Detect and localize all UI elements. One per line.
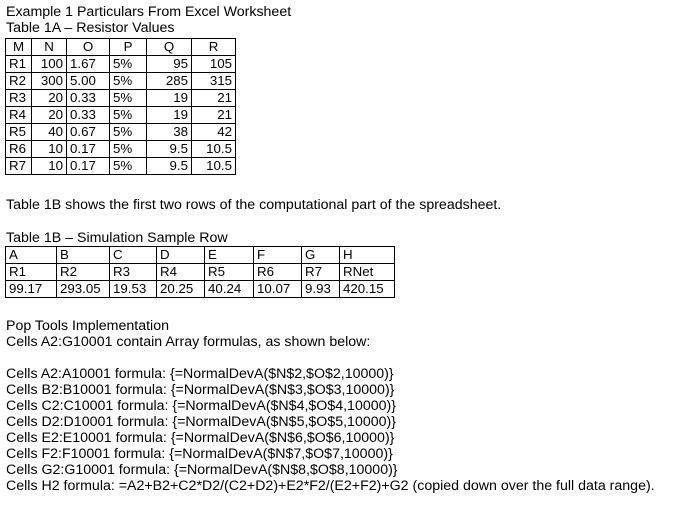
table-cell: 5% xyxy=(110,158,147,175)
column-header: B xyxy=(57,247,110,264)
document-heading: Example 1 Particulars From Excel Worksheet xyxy=(6,4,292,20)
table-cell: RNet xyxy=(340,264,395,281)
column-header: O xyxy=(67,39,110,56)
column-header: M xyxy=(6,39,32,56)
formula-line: Cells B2:B10001 formula: {=NormalDevA($N$3,$O$3,10000)} xyxy=(6,382,395,398)
table-row xyxy=(6,281,395,298)
table-cell: 10.5 xyxy=(192,158,236,175)
column-header: F xyxy=(254,247,302,264)
column-header: C xyxy=(110,247,157,264)
formula-line: Cells G2:G10001 formula: {=NormalDevA($N$8,$O$8,10000)} xyxy=(6,462,398,478)
table-cell: 40 xyxy=(32,124,67,141)
table-cell: 293.05 xyxy=(57,281,110,298)
column-header: P xyxy=(110,39,147,56)
table-cell: 19.53 xyxy=(110,281,157,298)
simulation-sample-table xyxy=(5,246,395,298)
table-cell: R3 xyxy=(6,90,32,107)
table-cell: 5% xyxy=(110,73,147,90)
table-cell: R6 xyxy=(254,264,302,281)
table-cell: 9.93 xyxy=(302,281,340,298)
table-cell: 0.33 xyxy=(67,90,110,107)
table-cell: 9.5 xyxy=(147,141,192,158)
table-cell: 5% xyxy=(110,141,147,158)
table-1b-caption: Table 1B – Simulation Sample Row xyxy=(6,230,228,246)
formula-line: Cells F2:F10001 formula: {=NormalDevA($N$7,$O$7,10000)} xyxy=(6,446,393,462)
table-cell: 19 xyxy=(147,90,192,107)
column-header: E xyxy=(205,247,254,264)
table-cell: 285 xyxy=(147,73,192,90)
table-cell: R7 xyxy=(6,158,32,175)
table-row xyxy=(6,264,395,281)
table-cell: 20 xyxy=(32,107,67,124)
table-row xyxy=(6,90,236,107)
table-cell: 9.5 xyxy=(147,158,192,175)
formula-line: Cells D2:D10001 formula: {=NormalDevA($N$5,$O$5,10000)} xyxy=(6,414,396,430)
table-row xyxy=(6,107,236,124)
table-cell: R4 xyxy=(157,264,205,281)
formula-line: Cells C2:C10001 formula: {=NormalDevA($N$4,$O$4,10000)} xyxy=(6,398,396,414)
table-cell: 10.5 xyxy=(192,141,236,158)
column-header: A xyxy=(6,247,57,264)
table-cell: 1.67 xyxy=(67,56,110,73)
table-cell: 5% xyxy=(110,90,147,107)
table-cell: 0.17 xyxy=(67,141,110,158)
table-cell: 42 xyxy=(192,124,236,141)
table-cell: R7 xyxy=(302,264,340,281)
table-cell: 99.17 xyxy=(6,281,57,298)
table-cell: 20.25 xyxy=(157,281,205,298)
table-cell: R5 xyxy=(6,124,32,141)
poptools-intro: Cells A2:G10001 contain Array formulas, as shown below: xyxy=(6,334,371,350)
table-cell: 10 xyxy=(32,141,67,158)
resistor-values-table xyxy=(5,38,236,175)
column-header: D xyxy=(157,247,205,264)
table-cell: R6 xyxy=(6,141,32,158)
table-cell: 0.33 xyxy=(67,107,110,124)
table-cell: R1 xyxy=(6,264,57,281)
table-row xyxy=(6,158,236,175)
table-cell: 21 xyxy=(192,90,236,107)
table-cell: 21 xyxy=(192,107,236,124)
table-cell: 40.24 xyxy=(205,281,254,298)
column-header: H xyxy=(340,247,395,264)
table-header-row xyxy=(6,39,236,56)
table-cell: 5.00 xyxy=(67,73,110,90)
table-row xyxy=(6,124,236,141)
table-cell: R3 xyxy=(110,264,157,281)
table-1b-intro: Table 1B shows the first two rows of the computational part of the spreadsheet. xyxy=(6,197,502,213)
table-cell: 38 xyxy=(147,124,192,141)
table-cell: 315 xyxy=(192,73,236,90)
table-cell: 19 xyxy=(147,107,192,124)
table-cell: 100 xyxy=(32,56,67,73)
table-1a-caption: Table 1A – Resistor Values xyxy=(6,20,175,36)
formula-line: Cells A2:A10001 formula: {=NormalDevA($N$2,$O$2,10000)} xyxy=(6,366,394,382)
table-row xyxy=(6,73,236,90)
table-cell: R1 xyxy=(6,56,32,73)
table-cell: 5% xyxy=(110,124,147,141)
table-cell: R4 xyxy=(6,107,32,124)
poptools-title: Pop Tools Implementation xyxy=(6,318,169,334)
table-header-row xyxy=(6,247,395,264)
column-header: R xyxy=(192,39,236,56)
table-cell: 5% xyxy=(110,56,147,73)
table-cell: 105 xyxy=(192,56,236,73)
column-header: N xyxy=(32,39,67,56)
table-cell: 20 xyxy=(32,90,67,107)
table-cell: R2 xyxy=(6,73,32,90)
table-row xyxy=(6,141,236,158)
table-cell: 95 xyxy=(147,56,192,73)
table-cell: R5 xyxy=(205,264,254,281)
column-header: G xyxy=(302,247,340,264)
table-cell: 300 xyxy=(32,73,67,90)
table-cell: 0.67 xyxy=(67,124,110,141)
table-cell: 10.07 xyxy=(254,281,302,298)
column-header: Q xyxy=(147,39,192,56)
table-cell: 420.15 xyxy=(340,281,395,298)
table-cell: 5% xyxy=(110,107,147,124)
formula-line: Cells E2:E10001 formula: {=NormalDevA($N$6,$O$6,10000)} xyxy=(6,430,395,446)
table-cell: 10 xyxy=(32,158,67,175)
table-row xyxy=(6,56,236,73)
formula-line: Cells H2 formula: =A2+B2+C2*D2/(C2+D2)+E2*F2/(E2+F2)+G2 (copied down over the full data range). xyxy=(6,478,655,494)
table-cell: 0.17 xyxy=(67,158,110,175)
table-cell: R2 xyxy=(57,264,110,281)
